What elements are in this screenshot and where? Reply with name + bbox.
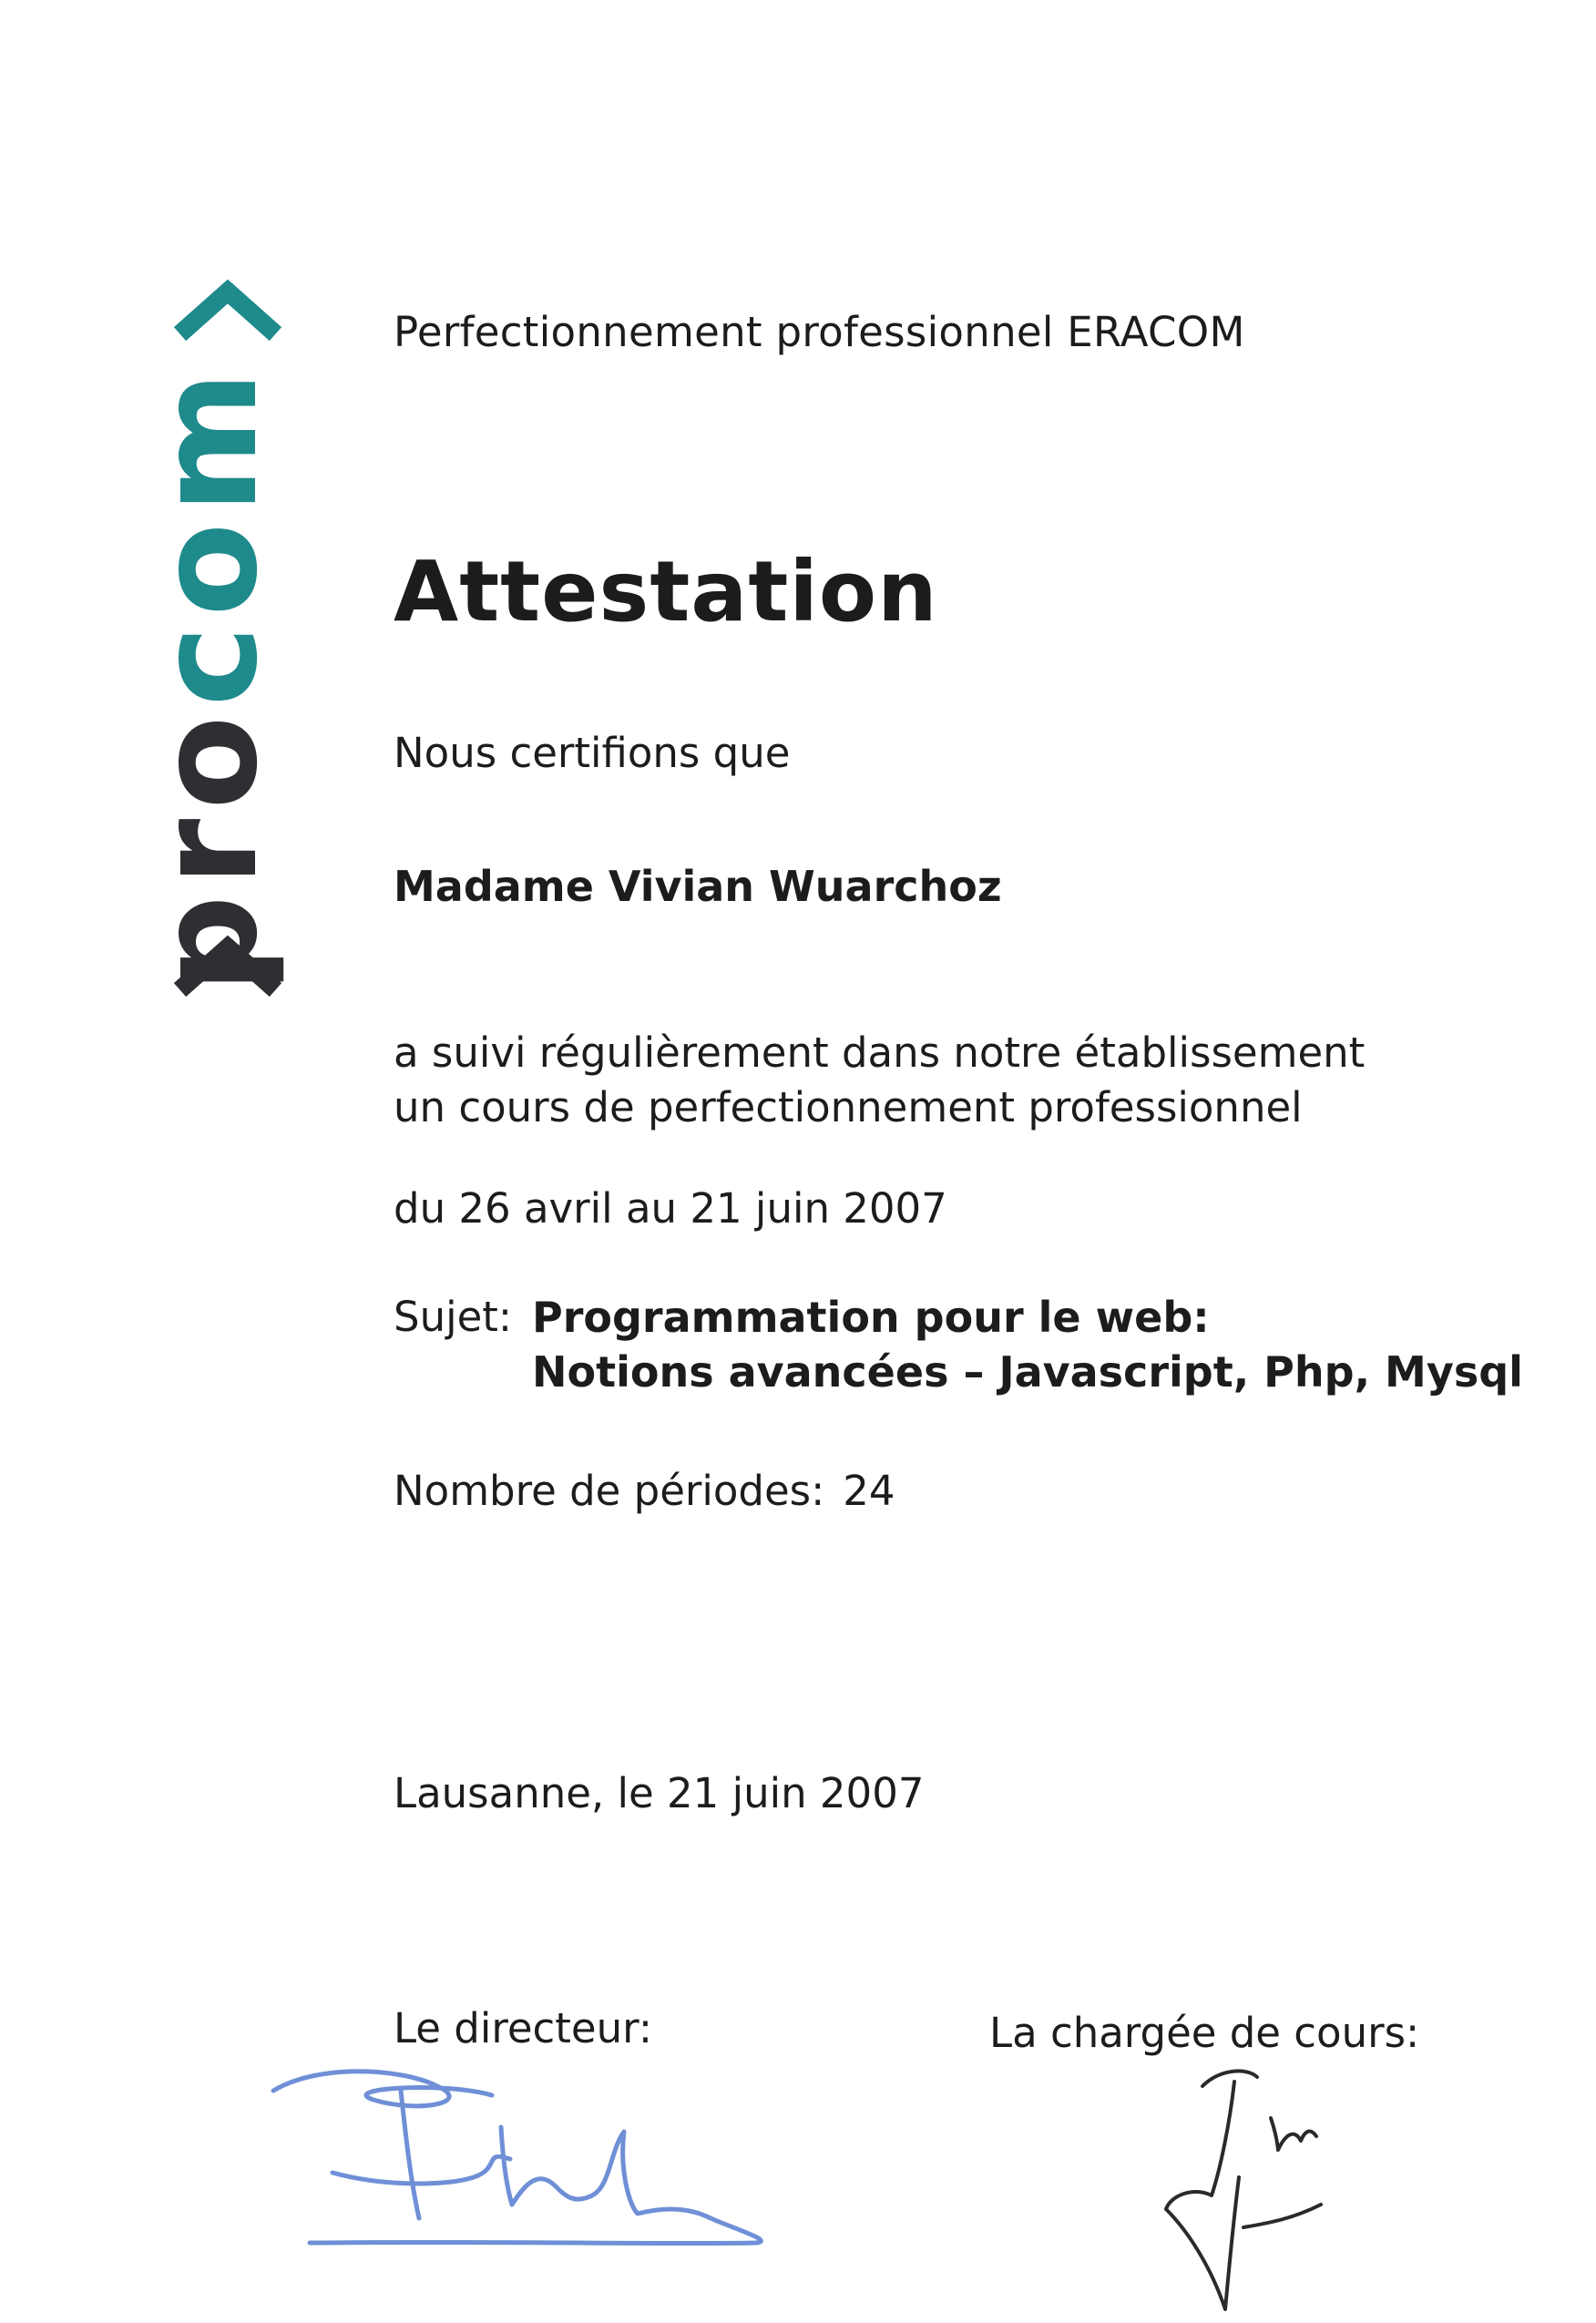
subject-line: Notions avancées – Javascript, Php, Mysql [532,1347,1523,1397]
place-and-date: Lausanne, le 21 juin 2007 [394,1769,925,1817]
course-period: du 26 avril au 21 juin 2007 [394,1184,947,1233]
attendance-line: un cours de perfectionnement professionnel [394,1083,1303,1131]
procom-logo-graphic [129,273,310,1002]
certification-intro: Nous certifions que [394,729,791,777]
attendance-line: a suivi régulièrement dans notre établissement [394,1028,1366,1077]
subject-value [532,1290,1523,1399]
periods-count [394,1467,895,1515]
instructor-signature [1157,2050,1339,2314]
instructor-label: La chargée de cours: [989,2009,1420,2057]
document-title: Attestation [394,543,938,640]
director-signature-graphic [264,2050,793,2250]
instructor-signature-graphic [1157,2050,1339,2314]
logo-wordmark: procom [129,362,288,993]
subject-line: Programmation pour le web: [532,1293,1210,1342]
director-signature [264,2050,793,2250]
director-label: Le directeur: [394,2004,652,2052]
recipient-name: Madame Vivian Wuarchoz [394,862,1002,911]
procom-logo [129,273,310,1002]
attendance-statement [394,1026,1365,1135]
periods-label: Nombre de périodes: [394,1467,825,1515]
logo-chevron-teal-icon [187,292,269,328]
periods-value: 24 [843,1467,895,1515]
organization-line: Perfectionnement professionnel ERACOM [394,308,1245,356]
subject-label: Sujet: [394,1293,513,1341]
course-subject [394,1290,1523,1399]
